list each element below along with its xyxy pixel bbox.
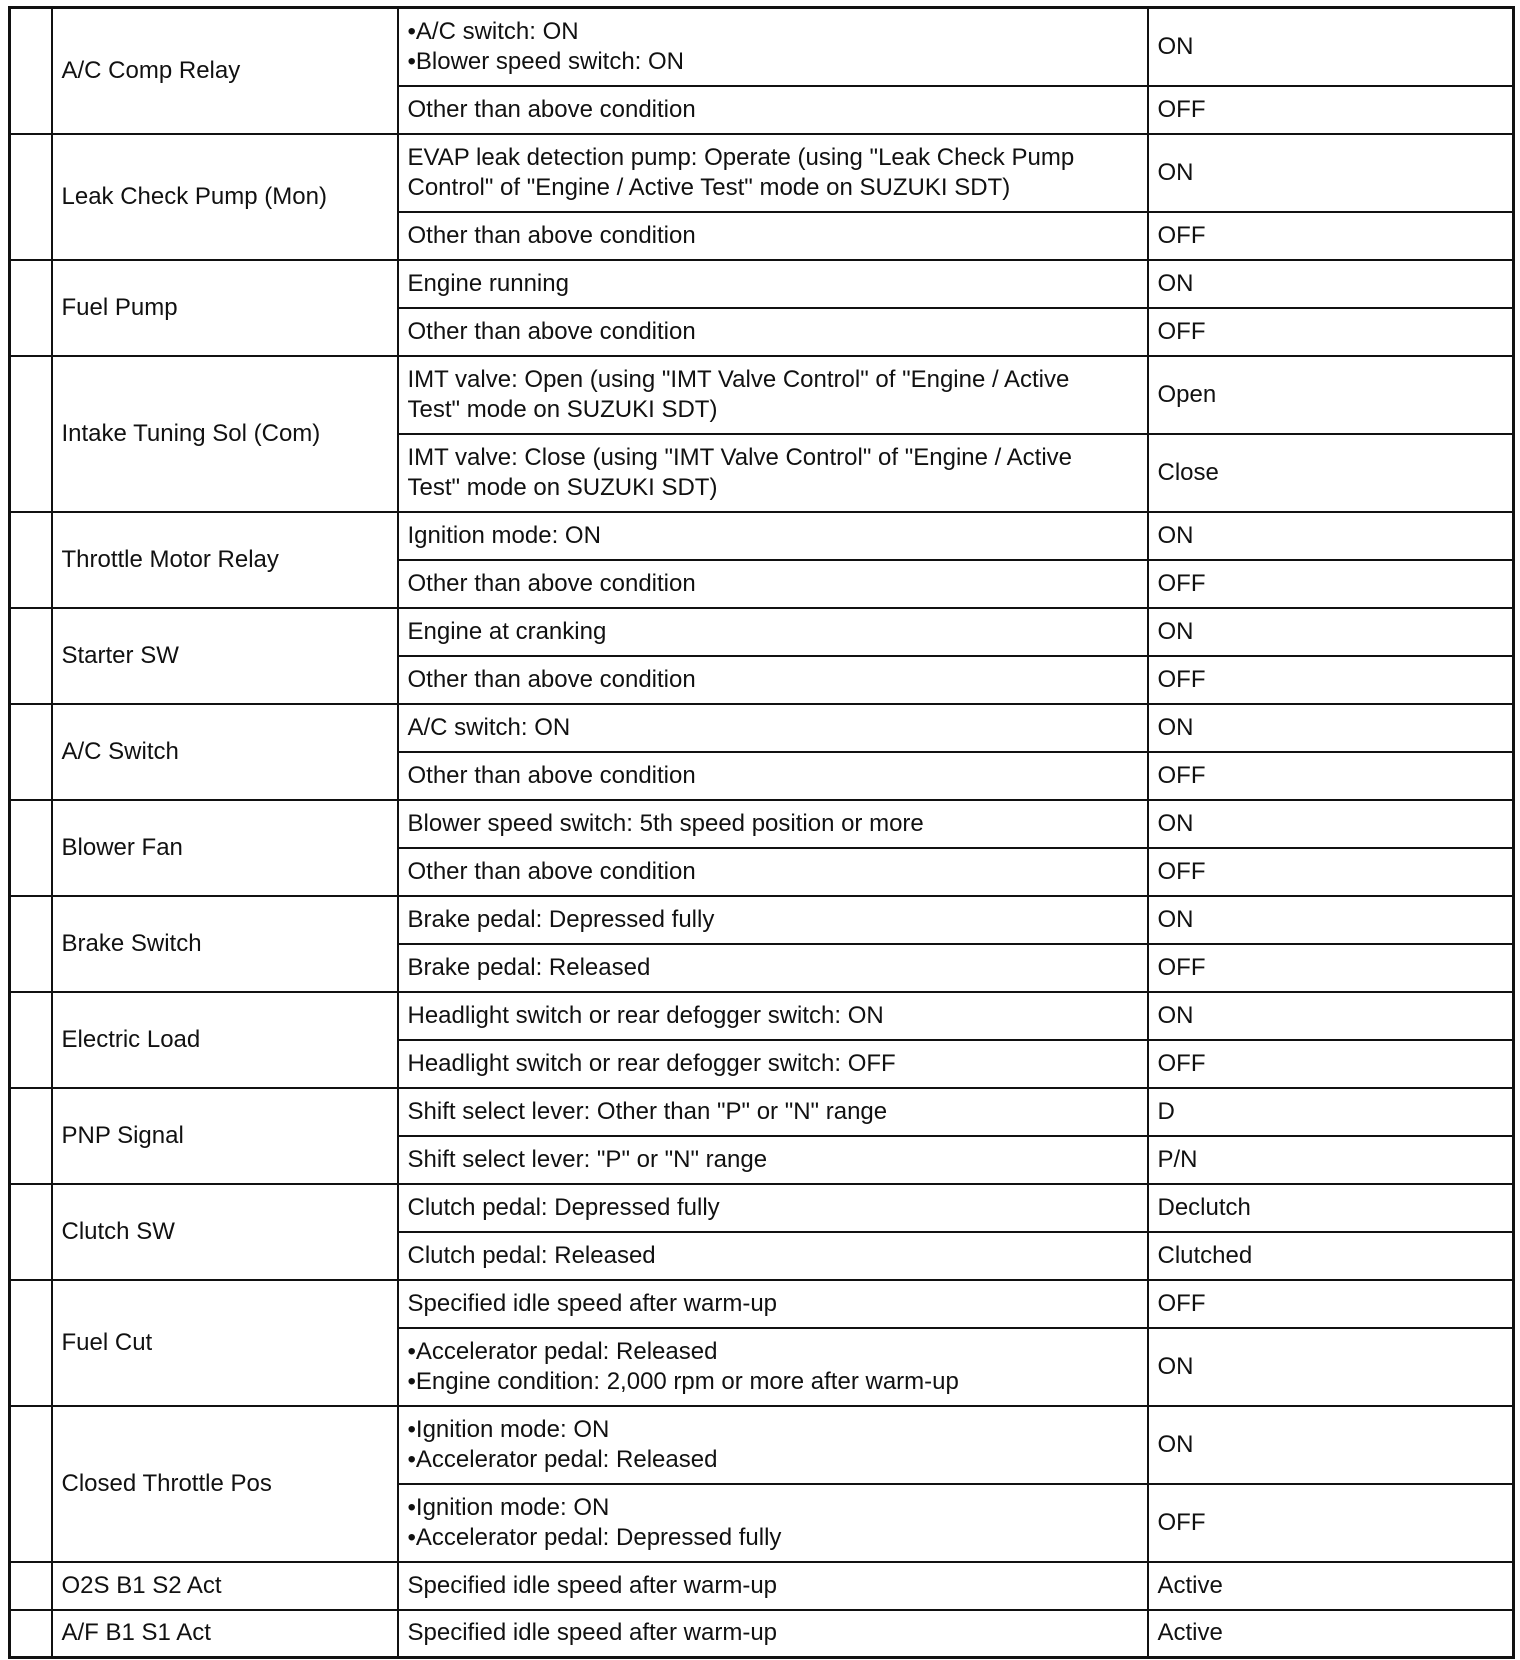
- table-row: [10, 1562, 1514, 1610]
- condition-line: Engine running: [407, 269, 569, 297]
- condition-line: Other than above condition: [407, 761, 696, 789]
- condition-cell: [398, 944, 1148, 992]
- value-cell: Clutched: [1148, 1232, 1514, 1280]
- item-name-cell: Fuel Pump: [52, 260, 398, 356]
- condition-cell: [398, 608, 1148, 656]
- value-cell: ON: [1148, 260, 1514, 308]
- condition-line: Other than above condition: [407, 221, 696, 249]
- value-cell: ON: [1148, 896, 1514, 944]
- condition-cell: [398, 8, 1148, 86]
- blank-cell: [10, 1562, 52, 1610]
- condition-line: Headlight switch or rear defogger switch: OFF: [407, 1049, 896, 1077]
- condition-cell: [398, 1232, 1148, 1280]
- spec-table-sheet: [8, 6, 1515, 1659]
- blank-cell: [10, 608, 52, 704]
- table-row: [10, 704, 1514, 752]
- table-row: [10, 608, 1514, 656]
- blank-cell: [10, 704, 52, 800]
- condition-line: Clutch pedal: Released: [407, 1241, 656, 1269]
- value-cell: OFF: [1148, 848, 1514, 896]
- value-cell: Open: [1148, 356, 1514, 434]
- condition-cell: [398, 848, 1148, 896]
- condition-line: •Ignition mode: ON: [407, 1493, 610, 1521]
- condition-line: Blower speed switch: 5th speed position or more: [407, 809, 924, 837]
- blank-cell: [10, 1610, 52, 1658]
- value-cell: ON: [1148, 134, 1514, 212]
- condition-cell: [398, 704, 1148, 752]
- table-row: [10, 1406, 1514, 1484]
- data-list-table: [8, 6, 1515, 1659]
- condition-line: A/C switch: ON: [407, 713, 571, 741]
- condition-cell: [398, 308, 1148, 356]
- table-row: [10, 1088, 1514, 1136]
- table-row: [10, 134, 1514, 212]
- table-row: [10, 1610, 1514, 1658]
- value-cell: D: [1148, 1088, 1514, 1136]
- value-cell: ON: [1148, 608, 1514, 656]
- condition-cell: [398, 1184, 1148, 1232]
- value-cell: ON: [1148, 992, 1514, 1040]
- condition-cell: [398, 134, 1148, 212]
- condition-cell: [398, 212, 1148, 260]
- value-cell: ON: [1148, 512, 1514, 560]
- condition-line: Other than above condition: [407, 317, 696, 345]
- item-name-cell: PNP Signal: [52, 1088, 398, 1184]
- value-cell: Active: [1148, 1610, 1514, 1658]
- condition-line: Specified idle speed after warm-up: [407, 1619, 778, 1647]
- condition-line: Shift select lever: "P" or "N" range: [407, 1145, 768, 1173]
- condition-cell: [398, 1406, 1148, 1484]
- item-name-cell: A/C Comp Relay: [52, 8, 398, 134]
- condition-line: Other than above condition: [407, 569, 696, 597]
- value-cell: OFF: [1148, 86, 1514, 134]
- condition-cell: [398, 992, 1148, 1040]
- blank-cell: [10, 260, 52, 356]
- blank-cell: [10, 896, 52, 992]
- item-name-cell: Leak Check Pump (Mon): [52, 134, 398, 260]
- table-row: [10, 992, 1514, 1040]
- blank-cell: [10, 1406, 52, 1562]
- value-cell: ON: [1148, 1328, 1514, 1406]
- value-cell: OFF: [1148, 1484, 1514, 1562]
- condition-line: Other than above condition: [407, 665, 696, 693]
- item-name-cell: Electric Load: [52, 992, 398, 1088]
- condition-line: Control" of "Engine / Active Test" mode on SUZUKI SDT): [407, 173, 1011, 201]
- blank-cell: [10, 800, 52, 896]
- blank-cell: [10, 356, 52, 512]
- value-cell: P/N: [1148, 1136, 1514, 1184]
- value-cell: OFF: [1148, 1040, 1514, 1088]
- condition-cell: [398, 800, 1148, 848]
- item-name-cell: O2S B1 S2 Act: [52, 1562, 398, 1610]
- condition-cell: [398, 86, 1148, 134]
- value-cell: ON: [1148, 1406, 1514, 1484]
- value-cell: Close: [1148, 434, 1514, 512]
- condition-line: Ignition mode: ON: [407, 521, 601, 549]
- condition-cell: [398, 1040, 1148, 1088]
- table-row: [10, 356, 1514, 434]
- condition-line: Specified idle speed after warm-up: [407, 1571, 778, 1599]
- condition-line: IMT valve: Open (using "IMT Valve Control" of "Engine / Active: [407, 365, 1070, 393]
- condition-line: Other than above condition: [407, 95, 696, 123]
- condition-cell: [398, 356, 1148, 434]
- condition-cell: [398, 1328, 1148, 1406]
- condition-cell: [398, 434, 1148, 512]
- condition-line: Shift select lever: Other than "P" or "N" range: [407, 1097, 888, 1125]
- table-row: [10, 512, 1514, 560]
- condition-line: •Accelerator pedal: Depressed fully: [407, 1523, 782, 1551]
- condition-cell: [398, 512, 1148, 560]
- condition-line: •A/C switch: ON: [407, 17, 579, 45]
- blank-cell: [10, 512, 52, 608]
- blank-cell: [10, 134, 52, 260]
- blank-cell: [10, 8, 52, 134]
- condition-line: •Accelerator pedal: Released: [407, 1337, 718, 1365]
- condition-line: Engine at cranking: [407, 617, 607, 645]
- table-row: [10, 8, 1514, 86]
- value-cell: OFF: [1148, 1280, 1514, 1328]
- value-cell: OFF: [1148, 212, 1514, 260]
- value-cell: OFF: [1148, 560, 1514, 608]
- item-name-cell: Brake Switch: [52, 896, 398, 992]
- item-name-cell: Clutch SW: [52, 1184, 398, 1280]
- value-cell: OFF: [1148, 656, 1514, 704]
- table-body: [10, 8, 1514, 1658]
- condition-line: Clutch pedal: Depressed fully: [407, 1193, 720, 1221]
- condition-cell: [398, 560, 1148, 608]
- value-cell: OFF: [1148, 308, 1514, 356]
- condition-cell: [398, 1088, 1148, 1136]
- value-cell: OFF: [1148, 944, 1514, 992]
- condition-cell: [398, 1610, 1148, 1658]
- item-name-cell: Throttle Motor Relay: [52, 512, 398, 608]
- value-cell: ON: [1148, 800, 1514, 848]
- condition-cell: [398, 896, 1148, 944]
- value-cell: ON: [1148, 8, 1514, 86]
- condition-line: •Engine condition: 2,000 rpm or more after warm-up: [407, 1367, 959, 1395]
- condition-cell: [398, 752, 1148, 800]
- item-name-cell: Intake Tuning Sol (Com): [52, 356, 398, 512]
- condition-line: Test" mode on SUZUKI SDT): [407, 473, 718, 501]
- item-name-cell: A/F B1 S1 Act: [52, 1610, 398, 1658]
- item-name-cell: Blower Fan: [52, 800, 398, 896]
- condition-line: Brake pedal: Released: [407, 953, 651, 981]
- value-cell: OFF: [1148, 752, 1514, 800]
- condition-line: Headlight switch or rear defogger switch: ON: [407, 1001, 884, 1029]
- condition-cell: [398, 1136, 1148, 1184]
- item-name-cell: Fuel Cut: [52, 1280, 398, 1406]
- condition-cell: [398, 1280, 1148, 1328]
- condition-line: IMT valve: Close (using "IMT Valve Control" of "Engine / Active: [407, 443, 1072, 471]
- condition-cell: [398, 260, 1148, 308]
- blank-cell: [10, 1280, 52, 1406]
- blank-cell: [10, 1184, 52, 1280]
- blank-cell: [10, 1088, 52, 1184]
- value-cell: Active: [1148, 1562, 1514, 1610]
- value-cell: Declutch: [1148, 1184, 1514, 1232]
- condition-cell: [398, 656, 1148, 704]
- value-cell: ON: [1148, 704, 1514, 752]
- condition-line: Brake pedal: Depressed fully: [407, 905, 715, 933]
- condition-line: Other than above condition: [407, 857, 696, 885]
- item-name-cell: Closed Throttle Pos: [52, 1406, 398, 1562]
- condition-cell: [398, 1562, 1148, 1610]
- item-name-cell: A/C Switch: [52, 704, 398, 800]
- condition-cell: [398, 1484, 1148, 1562]
- table-row: [10, 1280, 1514, 1328]
- table-row: [10, 896, 1514, 944]
- condition-line: •Blower speed switch: ON: [407, 47, 685, 75]
- blank-cell: [10, 992, 52, 1088]
- condition-line: •Ignition mode: ON: [407, 1415, 610, 1443]
- table-row: [10, 800, 1514, 848]
- item-name-cell: Starter SW: [52, 608, 398, 704]
- condition-line: EVAP leak detection pump: Operate (using "Leak Check Pump: [407, 143, 1075, 171]
- table-row: [10, 260, 1514, 308]
- condition-line: •Accelerator pedal: Released: [407, 1445, 718, 1473]
- condition-line: Specified idle speed after warm-up: [407, 1289, 778, 1317]
- condition-line: Test" mode on SUZUKI SDT): [407, 395, 718, 423]
- table-row: [10, 1184, 1514, 1232]
